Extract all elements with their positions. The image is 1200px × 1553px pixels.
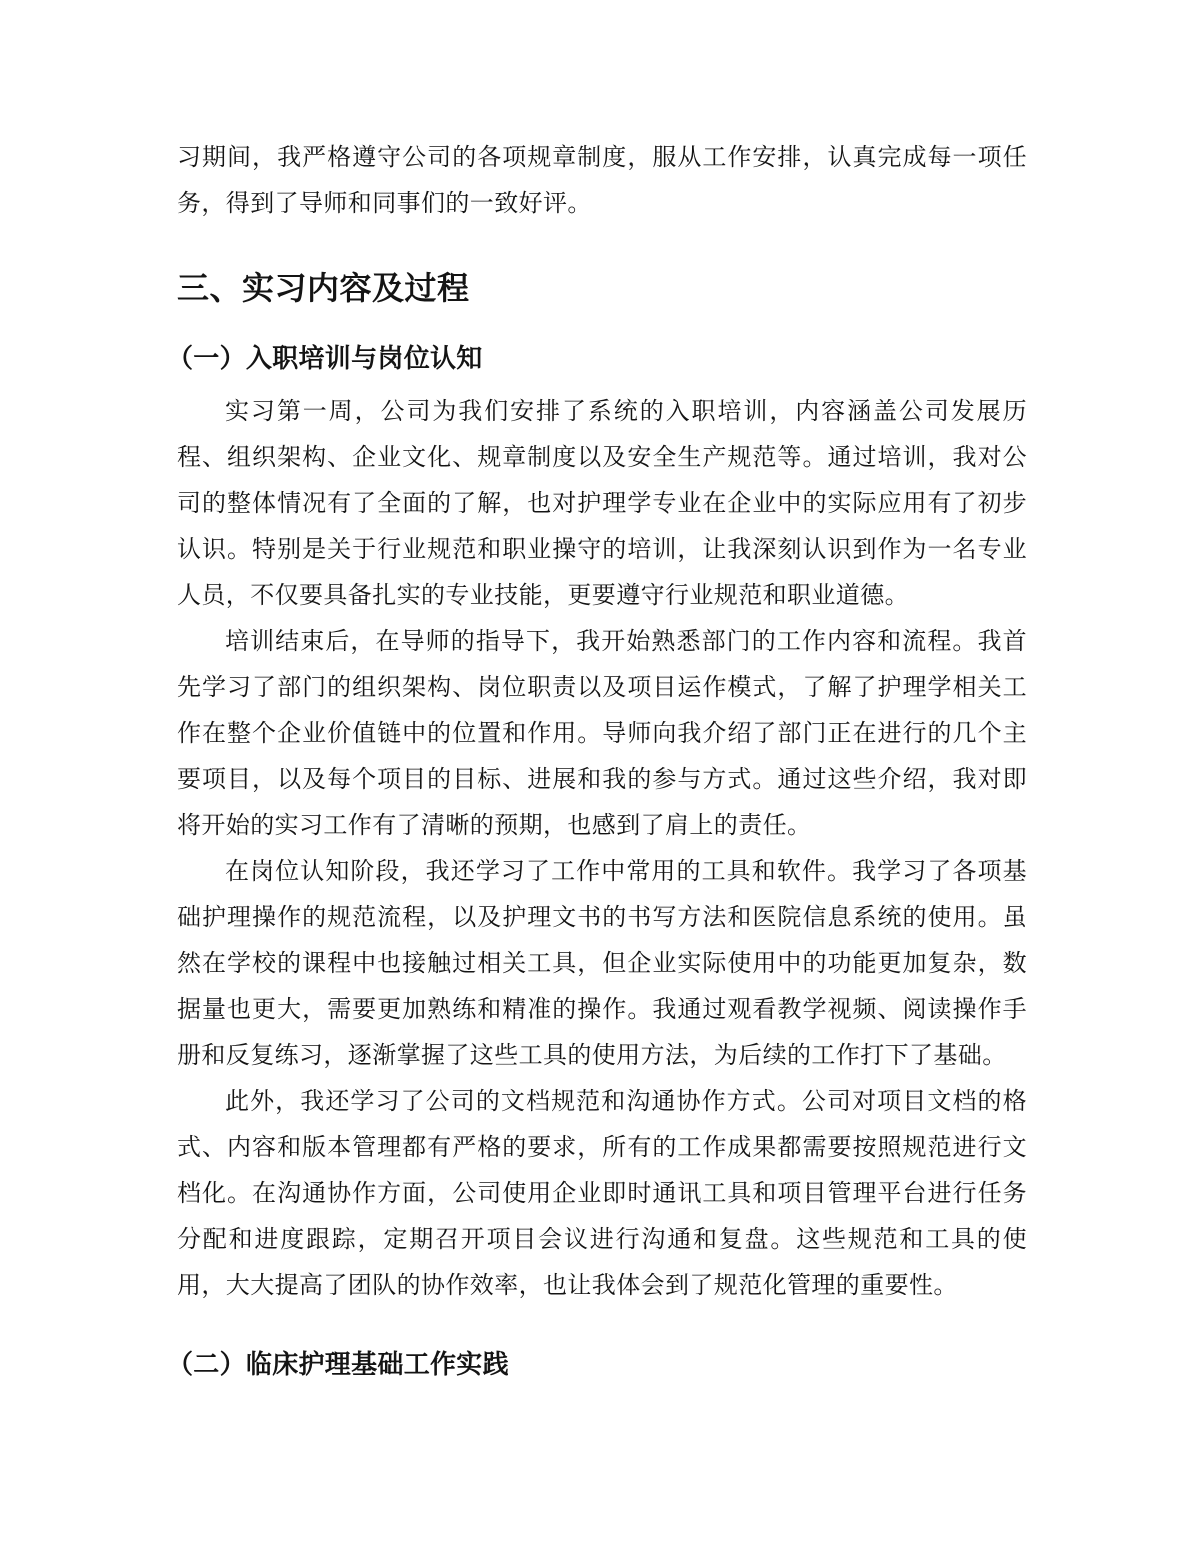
paragraph-department-familiarization: 培训结束后，在导师的指导下，我开始熟悉部门的工作内容和流程。我首先学习了部门的组织架构、岗位职责以及项目运作模式，了解了护理学相关工作在整个企业价值链中的位置和作用。导师向我介绍了部门正在进行的几个主要项目，以及每个项目的目标、进展和我的参与方式。通过这些介绍，我对即将开始的实习工作有了清晰的预期，也感到了肩上的责任。 xyxy=(177,627,1027,839)
document-content xyxy=(167,134,1027,1394)
subsection-title-2: （二）临床护理基础工作实践 xyxy=(167,1350,509,1380)
paragraph-tools-and-software: 在岗位认知阶段，我还学习了工作中常用的工具和软件。我学习了各项基础护理操作的规范流程，以及护理文书的书写方法和医院信息系统的使用。虽然在学校的课程中也接触过相关工具，但企业实际使用中的功能更加复杂，数据量也更大，需要更加熟练和精准的操作。我通过观看教学视频、阅读操作手册和反复练习，逐渐掌握了这些工具的使用方法，为后续的工作打下了基础。 xyxy=(177,857,1027,1069)
subsection-title-1: （一）入职培训与岗位认知 xyxy=(167,344,483,374)
section-title: 三、实习内容及过程 xyxy=(177,269,470,307)
intro-paragraph: 习期间，我严格遵守公司的各项规章制度，服从工作安排，认真完成每一项任务，得到了导师和同事们的一致好评。 xyxy=(177,143,1027,217)
paragraph-documentation-and-collaboration: 此外，我还学习了公司的文档规范和沟通协作方式。公司对项目文档的格式、内容和版本管理都有严格的要求，所有的工作成果都需要按照规范进行文档化。在沟通协作方面，公司使用企业即时通讯工具和项目管理平台进行任务分配和进度跟踪，定期召开项目会议进行沟通和复盘。这些规范和工具的使用，大大提高了团队的协作效率，也让我体会到了规范化管理的重要性。 xyxy=(177,1087,1027,1299)
paragraph-onboarding-training: 实习第一周，公司为我们安排了系统的入职培训，内容涵盖公司发展历程、组织架构、企业文化、规章制度以及安全生产规范等。通过培训，我对公司的整体情况有了全面的了解，也对护理学专业在企业中的实际应用有了初步认识。特别是关于行业规范和职业操守的培训，让我深刻认识到作为一名专业人员，不仅要具备扎实的专业技能，更要遵守行业规范和职业道德。 xyxy=(177,397,1027,609)
